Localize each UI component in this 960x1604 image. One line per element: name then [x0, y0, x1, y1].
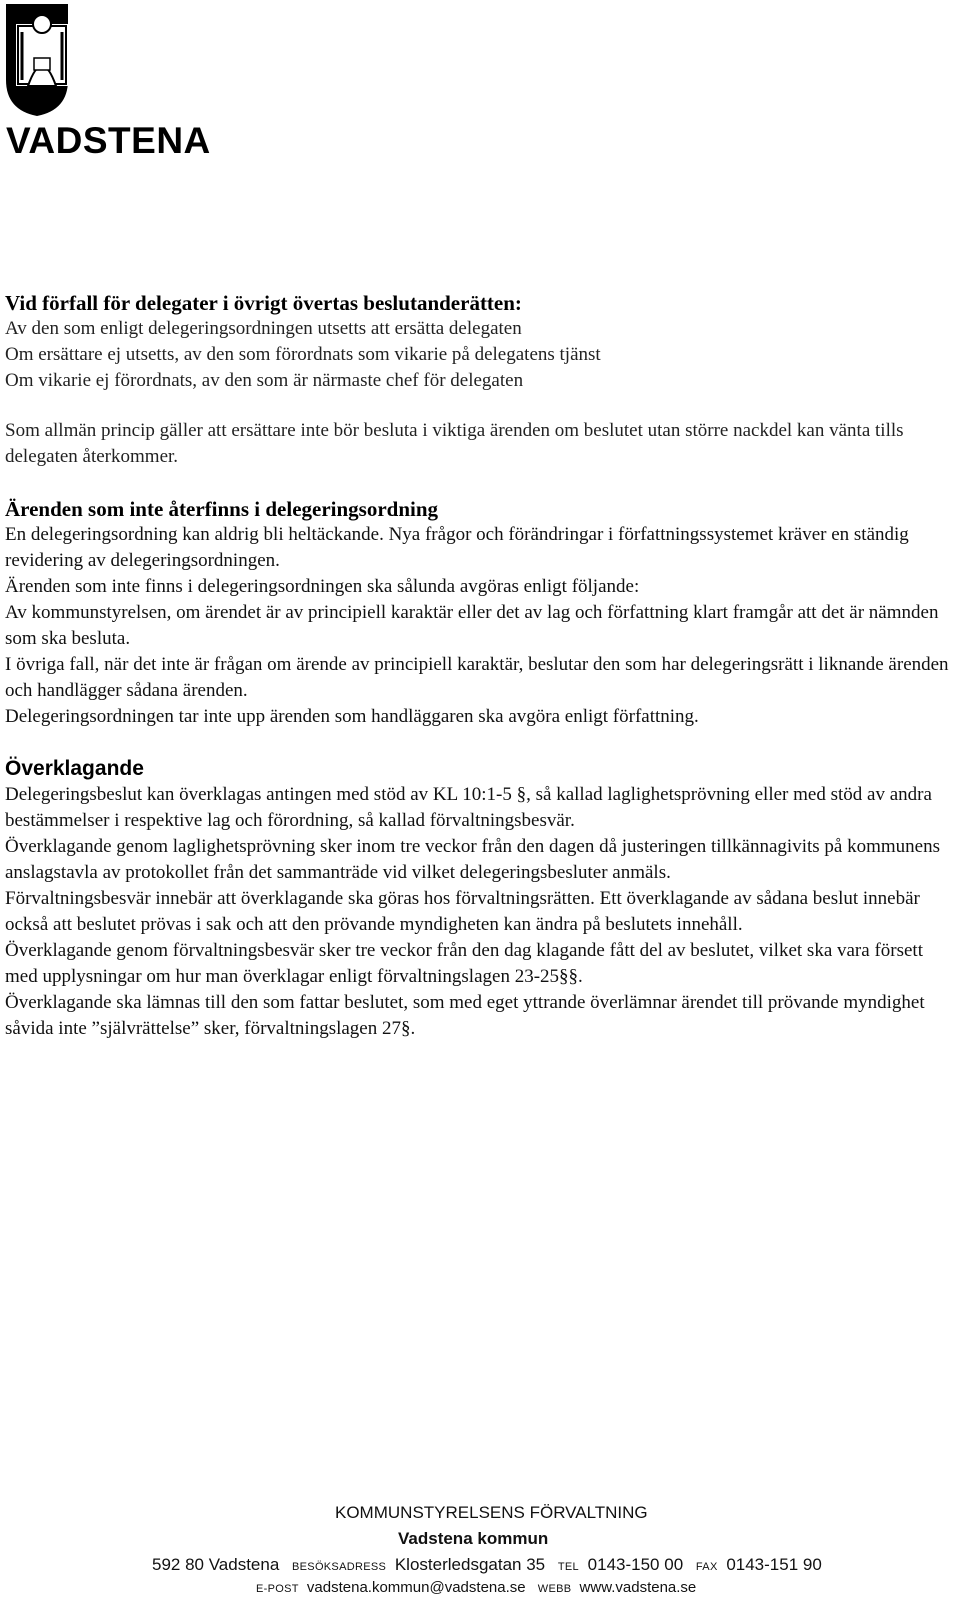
arenden-paragraph: En delegeringsordning kan aldrig bli heltäckande. Nya frågor och förändringar i författningssystemet kräver en ständig revidering av delegeringsordningen. [5, 524, 909, 571]
forfall-line: Av den som enligt delegeringsordningen utsetts att ersätta delegaten [5, 318, 522, 339]
heading-arenden: Ärenden som inte återfinns i delegeringsordning [5, 497, 439, 521]
footer-office: KOMMUNSTYRELSENS FÖRVALTNING [335, 1503, 648, 1522]
footer-postal: 592 80 Vadstena [152, 1555, 280, 1574]
document-body [5, 290, 955, 1042]
footer-visit-label: BESÖKSADRESS [292, 1561, 387, 1573]
arenden-paragraph: I övriga fall, när det inte är frågan om ärende av principiell karaktär, beslutar den som har delegeringsrätt i liknande ärenden och handlägger sådana ärenden. [5, 654, 949, 701]
footer-contact-line [152, 1555, 822, 1575]
arenden-paragraph: Av kommunstyrelsen, om ärendet är av principiell karaktär eller det av lag och författning klart framgår att det är nämnden som ska besluta. [5, 602, 939, 649]
footer-email-label: E-POST [256, 1583, 299, 1595]
municipality-logo [2, 2, 211, 164]
forfall-principle: Som allmän princip gäller att ersättare inte bör besluta i viktiga ärenden om beslutet utan större nackdel kan vänta tills delegaten återkommer. [5, 420, 904, 467]
footer-web-link[interactable]: www.vadstena.se [579, 1579, 697, 1596]
overklagande-paragraph: Överklagande ska lämnas till den som fattar beslutet, som med eget yttrande överlämnar ärendet till prövande myndighet såvida inte ”självrättelse” sker, förvaltningslagen 27§. [5, 992, 925, 1039]
overklagande-paragraph: Förvaltningsbesvär innebär att överklagande ska göras hos förvaltningsrätten. Ett överklagande av sådana beslut innebär också att beslutet prövas i sak och att den prövande myndigheten kan ändra på beslutets innehåll. [5, 888, 920, 935]
logo-wordmark: VADSTENA [6, 120, 211, 161]
heading-forfall: Vid förfall för delegater i övrigt övertas beslutanderätten: [5, 291, 522, 315]
footer-tel: 0143-150 00 [587, 1555, 684, 1574]
overklagande-paragraph: Delegeringsbeslut kan överklagas antingen med stöd av KL 10:1-5 §, så kallad laglighetsprövning eller med stöd av andra bestämmelser i respektive lag och förordning, så kallad förvaltningsbesvär. [5, 784, 932, 831]
overklagande-paragraph: Överklagande genom laglighetsprövning sker inom tre veckor från den dagen då justeringen tillkännagivits på kommunens anslagstavla av protokollet från det sammanträde vid vilket delegeringsbesluter anmäls. [5, 836, 940, 883]
arenden-paragraph: Delegeringsordningen tar inte upp ärenden som handläggaren ska avgöra enligt författning. [5, 706, 699, 727]
coat-of-arms-icon [2, 2, 142, 118]
arenden-paragraph: Ärenden som inte finns i delegeringsordningen ska sålunda avgöras enligt följande: [5, 576, 640, 597]
footer-web-label: WEBB [537, 1583, 572, 1595]
footer-fax: 0143-151 90 [726, 1555, 822, 1574]
forfall-line: Om vikarie ej förordnats, av den som är närmaste chef för delegaten [5, 370, 524, 391]
footer-fax-label: FAX [695, 1561, 718, 1573]
overklagande-paragraph: Överklagande genom förvaltningsbesvär sker tre veckor från den dag klagande fått del av beslutet, vilket ska vara försett med upplysningar om hur man överklagar enligt förvaltningslagen 23-25§§. [5, 940, 923, 987]
footer-tel-label: TEL [557, 1561, 579, 1573]
footer-web-line [256, 1579, 696, 1596]
forfall-line: Om ersättare ej utsetts, av den som förordnats som vikarie på delegatens tjänst [5, 344, 601, 365]
footer-email-link[interactable]: vadstena.kommun@vadstena.se [306, 1579, 526, 1596]
footer-municipality: Vadstena kommun [398, 1529, 549, 1548]
footer-visit-address: Klosterledsgatan 35 [394, 1555, 546, 1574]
heading-overklagande: Överklagande [5, 757, 144, 780]
